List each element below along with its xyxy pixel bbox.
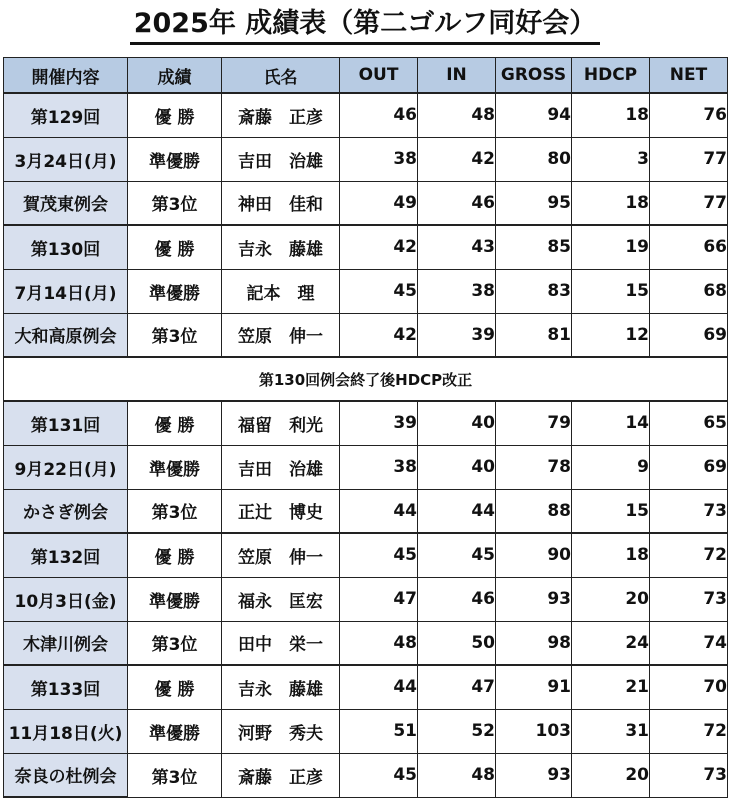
hdcp-value: 19 xyxy=(572,225,650,269)
gross-score: 81 xyxy=(496,313,572,357)
net-score: 73 xyxy=(650,489,728,533)
hdcp-value: 18 xyxy=(572,93,650,137)
event-info: かさぎ例会 xyxy=(4,489,128,533)
net-score: 74 xyxy=(650,621,728,665)
out-score: 38 xyxy=(340,445,418,489)
gross-score: 88 xyxy=(496,489,572,533)
in-score: 39 xyxy=(418,313,496,357)
net-score: 76 xyxy=(650,93,728,137)
event-info: 11月18日(火) xyxy=(4,709,128,753)
event-info: 奈良の杜例会 xyxy=(4,753,128,797)
net-score: 72 xyxy=(650,533,728,577)
hdcp-value: 31 xyxy=(572,709,650,753)
header-in: IN xyxy=(418,58,496,94)
rank-cell: 第3位 xyxy=(128,489,222,533)
net-score: 72 xyxy=(650,709,728,753)
player-name: 吉永 藤雄 xyxy=(222,665,340,709)
player-name: 吉田 治雄 xyxy=(222,137,340,181)
out-score: 42 xyxy=(340,225,418,269)
event-info: 大和高原例会 xyxy=(4,313,128,357)
hdcp-value: 18 xyxy=(572,181,650,225)
table-row xyxy=(4,753,728,797)
table-row xyxy=(4,93,728,137)
rank-cell: 準優勝 xyxy=(128,709,222,753)
table-row xyxy=(4,445,728,489)
rank-cell: 優 勝 xyxy=(128,93,222,137)
in-score: 40 xyxy=(418,445,496,489)
player-name: 神田 佳和 xyxy=(222,181,340,225)
player-name: 斎藤 正彦 xyxy=(222,93,340,137)
net-score: 77 xyxy=(650,137,728,181)
net-score: 66 xyxy=(650,225,728,269)
header-name: 氏名 xyxy=(222,58,340,94)
out-score: 38 xyxy=(340,137,418,181)
gross-score: 83 xyxy=(496,269,572,313)
event-info: 第133回 xyxy=(4,665,128,709)
table-row xyxy=(4,533,728,577)
net-score: 77 xyxy=(650,181,728,225)
rank-cell: 準優勝 xyxy=(128,137,222,181)
event-info: 3月24日(月) xyxy=(4,137,128,181)
event-info: 第129回 xyxy=(4,93,128,137)
in-score: 48 xyxy=(418,93,496,137)
gross-score: 85 xyxy=(496,225,572,269)
table-row xyxy=(4,313,728,357)
header-hdcp: HDCP xyxy=(572,58,650,94)
event-info: 第132回 xyxy=(4,533,128,577)
gross-score: 90 xyxy=(496,533,572,577)
out-score: 45 xyxy=(340,753,418,797)
player-name: 吉田 治雄 xyxy=(222,445,340,489)
rank-cell: 第3位 xyxy=(128,621,222,665)
in-score: 44 xyxy=(418,489,496,533)
in-score: 46 xyxy=(418,181,496,225)
out-score: 48 xyxy=(340,621,418,665)
rank-cell: 準優勝 xyxy=(128,269,222,313)
net-score: 68 xyxy=(650,269,728,313)
out-score: 45 xyxy=(340,533,418,577)
gross-score: 98 xyxy=(496,621,572,665)
in-score: 40 xyxy=(418,401,496,445)
hdcp-value: 24 xyxy=(572,621,650,665)
hdcp-value: 12 xyxy=(572,313,650,357)
table-row xyxy=(4,401,728,445)
gross-score: 78 xyxy=(496,445,572,489)
net-score: 73 xyxy=(650,577,728,621)
player-name: 吉永 藤雄 xyxy=(222,225,340,269)
hdcp-value: 14 xyxy=(572,401,650,445)
page-title-wrap xyxy=(0,6,730,50)
hdcp-value: 20 xyxy=(572,577,650,621)
rank-cell: 優 勝 xyxy=(128,533,222,577)
rank-cell: 第3位 xyxy=(128,753,222,797)
event-info: 賀茂東例会 xyxy=(4,181,128,225)
hdcp-value: 21 xyxy=(572,665,650,709)
out-score: 44 xyxy=(340,489,418,533)
hdcp-value: 3 xyxy=(572,137,650,181)
out-score: 42 xyxy=(340,313,418,357)
table-row xyxy=(4,709,728,753)
event-info: 第131回 xyxy=(4,401,128,445)
in-score: 43 xyxy=(418,225,496,269)
hdcp-notice: 第130回例会終了後HDCP改正 xyxy=(4,357,728,401)
in-score: 38 xyxy=(418,269,496,313)
rank-cell: 優 勝 xyxy=(128,665,222,709)
table-row xyxy=(4,665,728,709)
gross-score: 80 xyxy=(496,137,572,181)
hdcp-value: 20 xyxy=(572,753,650,797)
gross-score: 91 xyxy=(496,665,572,709)
table-row xyxy=(4,137,728,181)
out-score: 47 xyxy=(340,577,418,621)
player-name: 笠原 伸一 xyxy=(222,533,340,577)
header-gross: GROSS xyxy=(496,58,572,94)
rank-cell: 優 勝 xyxy=(128,401,222,445)
table-row xyxy=(4,225,728,269)
out-score: 44 xyxy=(340,665,418,709)
gross-score: 103 xyxy=(496,709,572,753)
out-score: 39 xyxy=(340,401,418,445)
rank-cell: 第3位 xyxy=(128,313,222,357)
results-table xyxy=(3,57,728,798)
in-score: 45 xyxy=(418,533,496,577)
header-net: NET xyxy=(650,58,728,94)
event-info: 10月3日(金) xyxy=(4,577,128,621)
event-info: 第130回 xyxy=(4,225,128,269)
table-row xyxy=(4,577,728,621)
player-name: 河野 秀夫 xyxy=(222,709,340,753)
player-name: 斎藤 正彦 xyxy=(222,753,340,797)
rank-cell: 優 勝 xyxy=(128,225,222,269)
in-score: 48 xyxy=(418,753,496,797)
net-score: 69 xyxy=(650,445,728,489)
player-name: 福永 匡宏 xyxy=(222,577,340,621)
rank-cell: 第3位 xyxy=(128,181,222,225)
net-score: 73 xyxy=(650,753,728,797)
rank-cell: 準優勝 xyxy=(128,445,222,489)
in-score: 50 xyxy=(418,621,496,665)
hdcp-value: 15 xyxy=(572,489,650,533)
out-score: 51 xyxy=(340,709,418,753)
table-row xyxy=(4,621,728,665)
net-score: 70 xyxy=(650,665,728,709)
gross-score: 93 xyxy=(496,753,572,797)
out-score: 49 xyxy=(340,181,418,225)
event-info: 7月14日(月) xyxy=(4,269,128,313)
table-row xyxy=(4,489,728,533)
player-name: 記本 理 xyxy=(222,269,340,313)
table-row xyxy=(4,269,728,313)
net-score: 69 xyxy=(650,313,728,357)
in-score: 52 xyxy=(418,709,496,753)
header-rank: 成績 xyxy=(128,58,222,94)
event-info: 木津川例会 xyxy=(4,621,128,665)
rank-cell: 準優勝 xyxy=(128,577,222,621)
hdcp-value: 18 xyxy=(572,533,650,577)
gross-score: 79 xyxy=(496,401,572,445)
player-name: 笠原 伸一 xyxy=(222,313,340,357)
header-row xyxy=(4,58,728,94)
player-name: 田中 栄一 xyxy=(222,621,340,665)
hdcp-notice-row xyxy=(4,357,728,401)
in-score: 47 xyxy=(418,665,496,709)
in-score: 42 xyxy=(418,137,496,181)
in-score: 46 xyxy=(418,577,496,621)
out-score: 45 xyxy=(340,269,418,313)
gross-score: 93 xyxy=(496,577,572,621)
hdcp-value: 15 xyxy=(572,269,650,313)
header-event: 開催内容 xyxy=(4,58,128,94)
table-row xyxy=(4,181,728,225)
out-score: 46 xyxy=(340,93,418,137)
hdcp-value: 9 xyxy=(572,445,650,489)
gross-score: 94 xyxy=(496,93,572,137)
net-score: 65 xyxy=(650,401,728,445)
player-name: 正辻 博史 xyxy=(222,489,340,533)
gross-score: 95 xyxy=(496,181,572,225)
page-title: 2025年 成績表（第二ゴルフ同好会） xyxy=(130,6,601,45)
event-info: 9月22日(月) xyxy=(4,445,128,489)
player-name: 福留 利光 xyxy=(222,401,340,445)
header-out: OUT xyxy=(340,58,418,94)
